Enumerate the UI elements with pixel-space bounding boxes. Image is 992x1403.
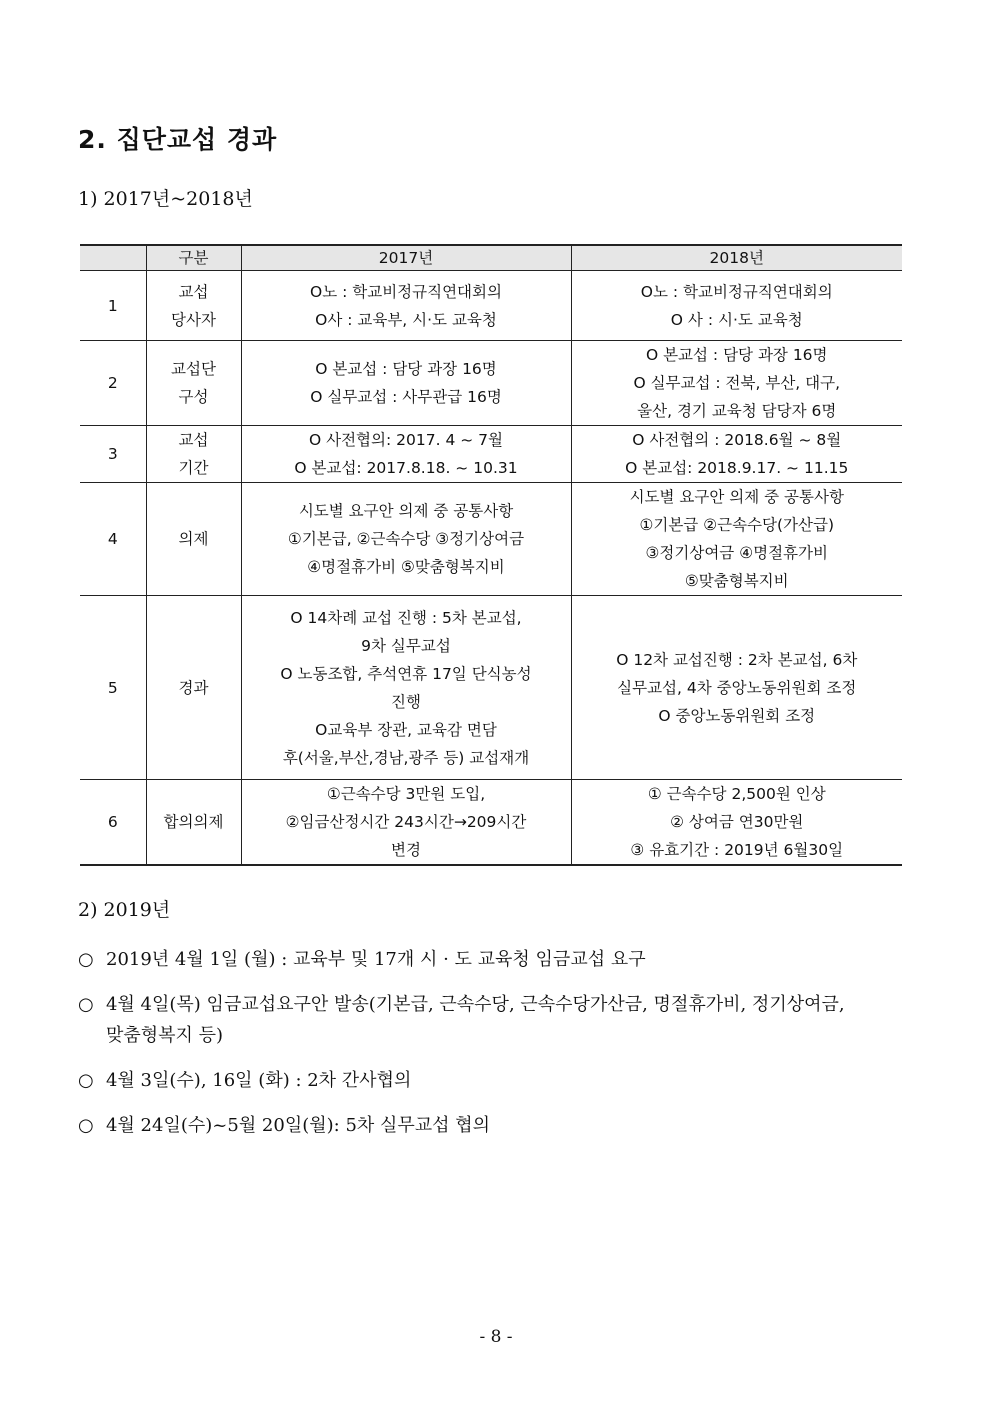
cell-line: O 중앙노동위원회 조정 [658,706,816,725]
cell-line: O 노동조합, 추석연휴 17일 단식농성 [280,664,532,683]
cell-line: O노 : 학교비정규직연대회의 [640,282,833,301]
cell-line: ①근속수당 3만원 도입, [326,785,486,803]
row-2017-cell [241,780,571,866]
row-category-cell [146,780,241,866]
row-2017-cell [241,483,571,596]
cell-line: 경과 [178,678,209,697]
table-row [80,426,902,483]
row-number-cell: 6 [80,780,146,866]
cell-line: 기간 [178,459,209,477]
row-2018-cell [571,426,902,483]
table-row [80,780,902,866]
cell-line: 교섭 [178,431,209,449]
cell-line: O노 : 학교비정규직연대회의 [310,282,502,301]
cell-line: 의제 [178,530,209,548]
cell-line: O 본교섭 : 담당 과장 16명 [645,346,828,364]
row-2017-cell [241,271,571,341]
cell-line: O 본교섭: 2018.9.17. ~ 11.15 [625,459,849,477]
cell-line: ⑤맞춤형복지비 [684,572,789,590]
page-number: - 8 - [479,1327,513,1347]
row-category-cell [146,341,241,426]
cell-line: 시도별 요구안 의제 중 공통사항 [629,488,844,506]
bullet-text: 4월 24일(수)~5월 20일(월): 5차 실무교섭 협의 [106,1115,491,1136]
bullet-text: 맞춤형복지 등) [106,1025,224,1046]
row-2018-cell [571,483,902,596]
cell-line: 진행 [391,692,421,711]
row-number-cell: 3 [80,426,146,483]
cell-line: O사 : 교육부, 시·도 교육청 [315,310,497,329]
row-number-cell: 2 [80,341,146,426]
row-2018-cell [571,780,902,866]
section-heading: 2. 집단교섭 경과 [78,125,278,154]
cell-line: O 12차 교섭진행 : 2차 본교섭, 6차 [616,650,858,669]
cell-line: O 사전협의: 2017. 4 ~ 7월 [308,431,503,449]
table-row [80,341,902,426]
cell-line: ②임금산정시간 243시간→209시간 [285,813,527,831]
circle-bullet-icon: ○ [78,1115,94,1136]
row-number-cell: 1 [80,271,146,341]
cell-line: O교육부 장관, 교육감 면담 [315,720,497,739]
cell-line: ④명절휴가비 ⑤맞춤형복지비 [307,558,505,576]
cell-line: O 본교섭: 2017.8.18. ~ 10.31 [294,459,518,477]
cell-line: O 본교섭 : 담당 과장 16명 [315,360,497,378]
cell-line: ③ 유효기간 : 2019년 6월30일 [630,841,844,859]
bullet-item [78,944,928,975]
cell-line: 구성 [178,388,209,406]
cell-line: 합의의제 [163,813,224,831]
bullet-item [78,989,928,1051]
bullet-text: 2019년 4월 1일 (월) : 교육부 및 17개 시 · 도 교육청 임금교섭 요구 [106,949,646,970]
negotiation-table [80,244,902,866]
header-2017: 2017년 [241,245,571,271]
table-body [80,271,902,866]
subsection-title-2017-2018: 1) 2017년~2018년 [78,188,253,210]
row-2017-cell [241,341,571,426]
row-2017-cell [241,426,571,483]
row-number-cell: 4 [80,483,146,596]
circle-bullet-icon: ○ [78,994,94,1015]
row-category-cell [146,271,241,341]
row-2018-cell [571,596,902,780]
bullet-list-2019 [78,944,928,1155]
cell-line: 후(서울,부산,경남,광주 등) 교섭재개 [282,748,530,767]
bullet-item [78,1065,928,1096]
row-2018-cell [571,271,902,341]
cell-line: O 실무교섭 : 전북, 부산, 대구, [633,374,841,392]
header-category: 구분 [146,245,241,271]
cell-line: 9차 실무교섭 [361,636,451,655]
table-row [80,483,902,596]
row-2018-cell [571,341,902,426]
row-category-cell [146,426,241,483]
cell-line: 울산, 경기 교육청 담당자 6명 [637,402,837,420]
table-row [80,596,902,780]
table-row [80,271,902,341]
row-category-cell [146,596,241,780]
cell-line: O 사전협의 : 2018.6월 ~ 8월 [632,431,842,449]
row-2017-cell [241,596,571,780]
cell-line: ①기본급, ②근속수당 ③정기상여금 [287,530,525,548]
cell-line: O 14차례 교섭 진행 : 5차 본교섭, [290,608,522,627]
cell-line: O 실무교섭 : 사무관급 16명 [310,388,502,406]
bullet-text: 4월 4일(목) 임금교섭요구안 발송(기본급, 근속수당, 근속수당가산금, 명절휴가비, 정기상여금, [106,994,845,1015]
bullet-item [78,1110,928,1141]
cell-line: 교섭 [178,282,209,301]
cell-line: ③정기상여금 ④명절휴가비 [645,544,828,562]
table-header-row [80,245,902,271]
cell-line: 변경 [391,841,421,859]
circle-bullet-icon: ○ [78,1070,94,1091]
subsection-title-2019: 2) 2019년 [78,899,171,921]
circle-bullet-icon: ○ [78,949,94,970]
cell-line: ①기본급 ②근속수당(가산급) [639,516,835,534]
cell-line: 당사자 [171,310,216,329]
cell-line: 실무교섭, 4차 중앙노동위원회 조정 [617,678,857,697]
bullet-text: 4월 3일(수), 16일 (화) : 2차 간사협의 [106,1070,412,1091]
row-number-cell: 5 [80,596,146,780]
header-2018: 2018년 [571,245,902,271]
cell-line: 교섭단 [171,360,216,378]
cell-line: O 사 : 시·도 교육청 [670,310,803,329]
cell-line: 시도별 요구안 의제 중 공통사항 [298,502,514,520]
cell-line: ① 근속수당 2,500원 인상 [647,785,826,803]
header-number [80,245,146,271]
cell-line: ② 상여금 연30만원 [670,813,804,831]
row-category-cell [146,483,241,596]
